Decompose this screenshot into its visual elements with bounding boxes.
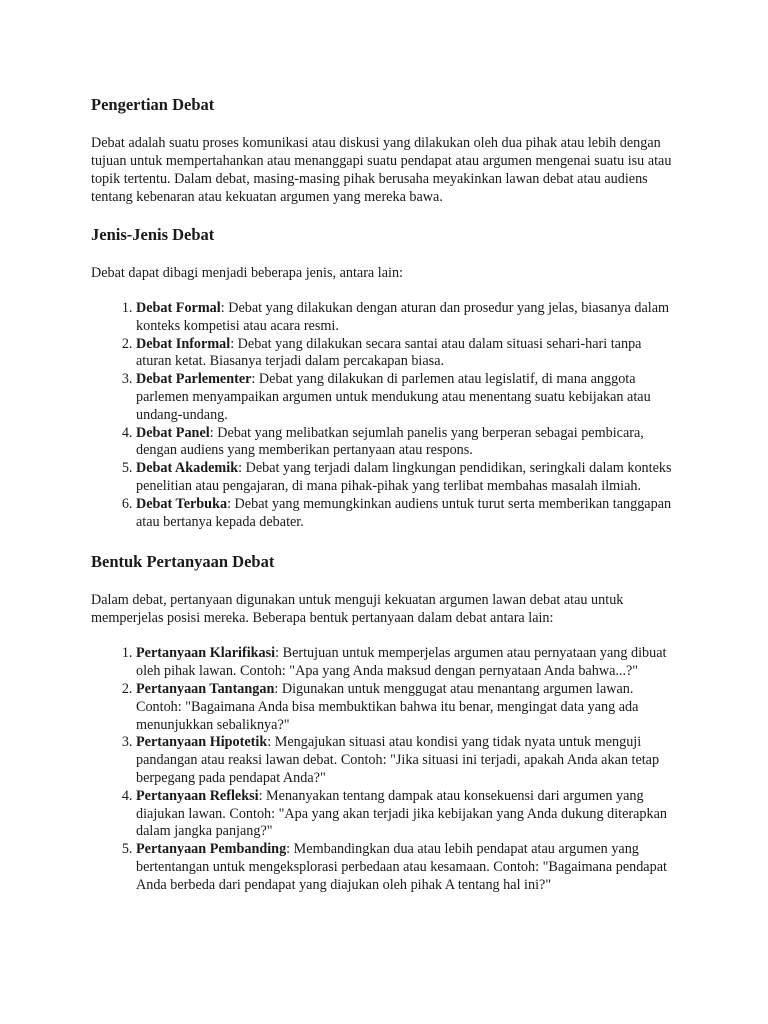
list-item-text: : Mengajukan situasi atau kondisi yang tidak nyata untuk menguji pandangan atau reaksi lawan debat. Contoh: "Jika situasi ini terjadi, apakah Anda akan tetap berpegang pada pendapat Anda?" [136,734,660,786]
section-paragraph: Debat adalah suatu proses komunikasi atau diskusi yang dilakukan oleh dua pihak atau lebih dengan tujuan untuk mempertahankan atau menanggapi suatu pendapat atau argumen mengenai suatu isu atau topik tertentu. Dalam debat, masing-masing pihak berusaha meyakinkan lawan debat atau audiens tentang kebenaran atau kekuatan argumen yang mereka bawa. [91,135,672,205]
list-item-term: Pertanyaan Pembanding [136,841,287,858]
list-item-term: Debat Terbuka [136,495,228,512]
list-item-term: Debat Parlementer [136,371,252,388]
section-paragraph: Debat dapat dibagi menjadi beberapa jenis, antara lain: [91,265,403,281]
list-item [136,681,678,734]
list-item-text: : Digunakan untuk menggugat atau menantang argumen lawan. Contoh: "Bagaimana Anda bisa membuktikan bahwa itu benar, mengingat data yang ada menunjukkan sebaliknya?" [136,680,639,733]
list-item [136,788,678,841]
list-item [136,496,678,532]
list-item [136,336,678,372]
list-item [136,734,678,787]
list-item-text: : Debat yang melibatkan sejumlah panelis yang berperan sebagai pembicara, dengan audiens yang memberikan pertanyaan atau respons. [136,424,644,459]
section-paragraph: Dalam debat, pertanyaan digunakan untuk menguji kekuatan argumen lawan debat atau untuk memperjelas posisi mereka. Beberapa bentuk pertanyaan dalam debat antara lain: [91,592,624,627]
list-item-term: Pertanyaan Tantangan [136,680,275,697]
section-pengertian-debat [91,94,678,206]
list-item-text: : Debat yang memungkinkan audiens untuk turut serta memberikan tanggapan atau bertanya kepada debater. [136,495,672,530]
list-item-term: Pertanyaan Klarifikasi [136,645,276,662]
numbered-list [91,645,678,894]
list-item [136,425,678,461]
list-item [136,645,678,681]
list-item [136,300,678,336]
section-heading: Jenis-Jenis Debat [91,225,215,244]
list-item-term: Pertanyaan Hipotetik [136,734,268,751]
section-jenis-jenis-debat [91,224,678,531]
numbered-list [91,300,678,531]
section-heading: Bentuk Pertanyaan Debat [91,552,275,572]
list-item [136,841,678,894]
list-item-text: : Menanyakan tentang dampak atau konsekuensi dari argumen yang diajukan lawan. Contoh: "Apa yang akan terjadi jika kebijakan yang Anda dukung diterapkan dalam jangka panjang?" [136,787,667,840]
list-item-term: Pertanyaan Refleksi [136,787,259,804]
section-heading: Pengertian Debat [91,95,215,114]
list-item-text: : Membandingkan dua atau lebih pendapat atau argumen yang bertentangan untuk mengeksplorasi perbedaan atau kesamaan. Contoh: "Bagaimana pendapat Anda berbeda dari pendapat yang diajukan oleh pihak A tentang hal ini?" [136,841,667,893]
list-item-text: : Debat yang terjadi dalam lingkungan pendidikan, seringkali dalam konteks penelitian atau pengajaran, di mana pihak-pihak yang terlibat membahas masalah ilmiah. [136,460,672,494]
list-item-text: : Debat yang dilakukan dengan aturan dan prosedur yang jelas, biasanya dalam konteks kompetisi atau acara resmi. [136,300,670,334]
list-item-term: Debat Formal [136,300,221,316]
list-item-term: Debat Informal [136,335,231,352]
list-item-term: Debat Akademik [136,460,239,477]
list-item-text: : Bertujuan untuk memperjelas argumen atau pernyataan yang dibuat oleh pihak lawan. Contoh: "Apa yang Anda maksud dengan pernyataan Anda bahwa...?" [136,645,667,680]
list-item-term: Debat Panel [136,424,210,441]
section-bentuk-pertanyaan-debat [91,551,678,894]
list-item [136,371,678,424]
list-item-text: : Debat yang dilakukan di parlemen atau legislatif, di mana anggota parlemen menyampaikan argumen untuk mendukung atau menentang suatu kebijakan atau undang-undang. [136,371,651,423]
list-item-text: : Debat yang dilakukan secara santai atau dalam situasi sehari-hari tanpa aturan ketat. Biasanya terjadi dalam percakapan biasa. [136,335,642,370]
list-item [136,460,678,496]
